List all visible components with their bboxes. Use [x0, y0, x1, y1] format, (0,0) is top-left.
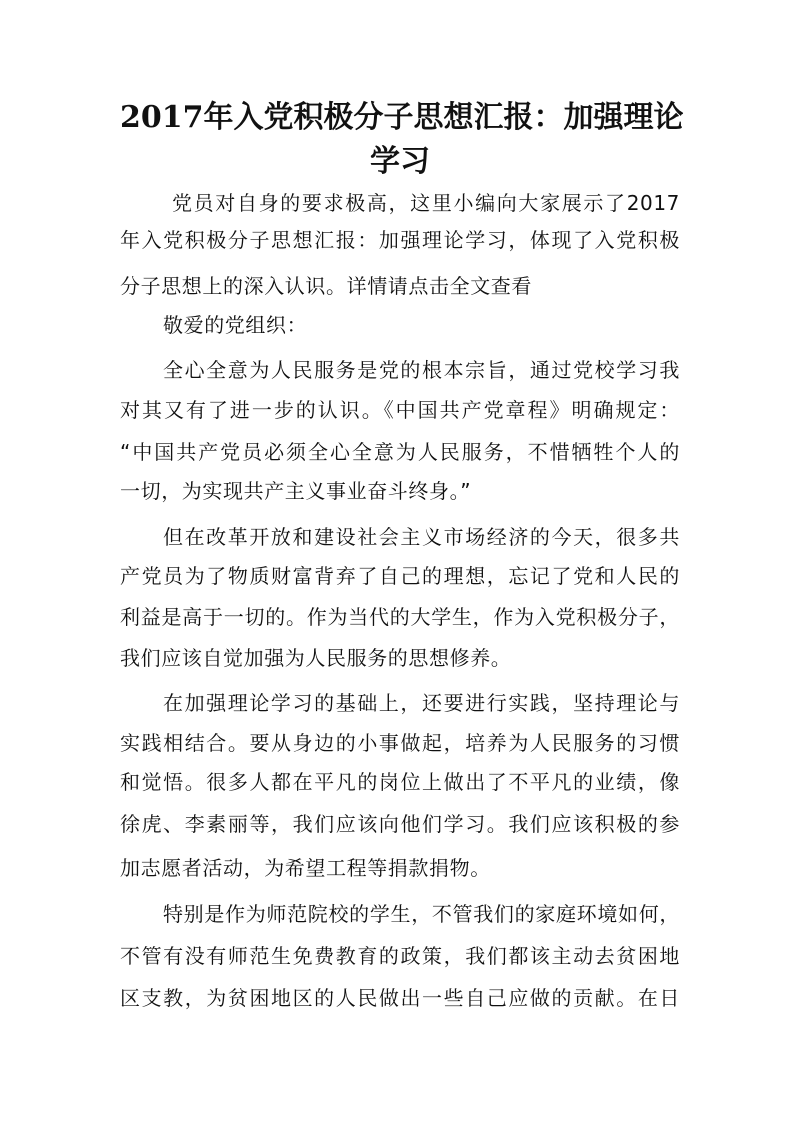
document-title-line-2: 学习 — [370, 144, 430, 179]
document-line: 年入党积极分子思想汇报：加强理论学习，体现了入党积极 — [120, 228, 680, 252]
document-line: 利益是高于一切的。作为当代的大学生，作为入党积极分子， — [120, 605, 680, 629]
document-line: 和觉悟。很多人都在平凡的岗位上做出了不平凡的业绩，像 — [120, 770, 680, 794]
document-line: 特别是作为师范院校的学生，不管我们的家庭环境如何， — [163, 902, 680, 926]
document-line: 在加强理论学习的基础上，还要进行实践，坚持理论与 — [163, 691, 680, 715]
document-line: 全心全意为人民服务是党的根本宗旨，通过党校学习我 — [163, 358, 680, 382]
document-line: 我们应该自觉加强为人民服务的思想修养。 — [120, 646, 512, 670]
document-line: 加志愿者活动，为希望工程等捐款捐物。 — [120, 856, 491, 880]
document-line: 区支教，为贫困地区的人民做出一些自己应做的贡献。在日 — [120, 986, 680, 1010]
document-line: 党员对自身的要求极高，这里小编向大家展示了2017 — [172, 191, 680, 215]
document-line: 但在改革开放和建设社会主义市场经济的今天，很多共 — [163, 525, 680, 549]
document-line: 徐虎、李素丽等，我们应该向他们学习。我们应该积极的参 — [120, 812, 680, 836]
document-line: 对其又有了进一步的认识。《中国共产党章程》明确规定： — [120, 398, 680, 422]
document-line: 产党员为了物质财富背弃了自己的理想，忘记了党和人民的 — [120, 564, 680, 588]
document-line: 一切，为实现共产主义事业奋斗终身。” — [120, 479, 472, 503]
document-line: “中国共产党员必须全心全意为人民服务，不惜牺牲个人的 — [120, 440, 680, 464]
document-title-line-1: 2017年入党积极分子思想汇报：加强理论 — [120, 100, 684, 135]
document-line: 敬爱的党组织： — [163, 313, 308, 337]
document-line: 不管有没有师范生免费教育的政策，我们都该主动去贫困地 — [120, 944, 680, 968]
document-line: 分子思想上的深入认识。详情请点击全文查看 — [120, 274, 532, 298]
document-line: 实践相结合。要从身边的小事做起，培养为人民服务的习惯 — [120, 731, 680, 755]
